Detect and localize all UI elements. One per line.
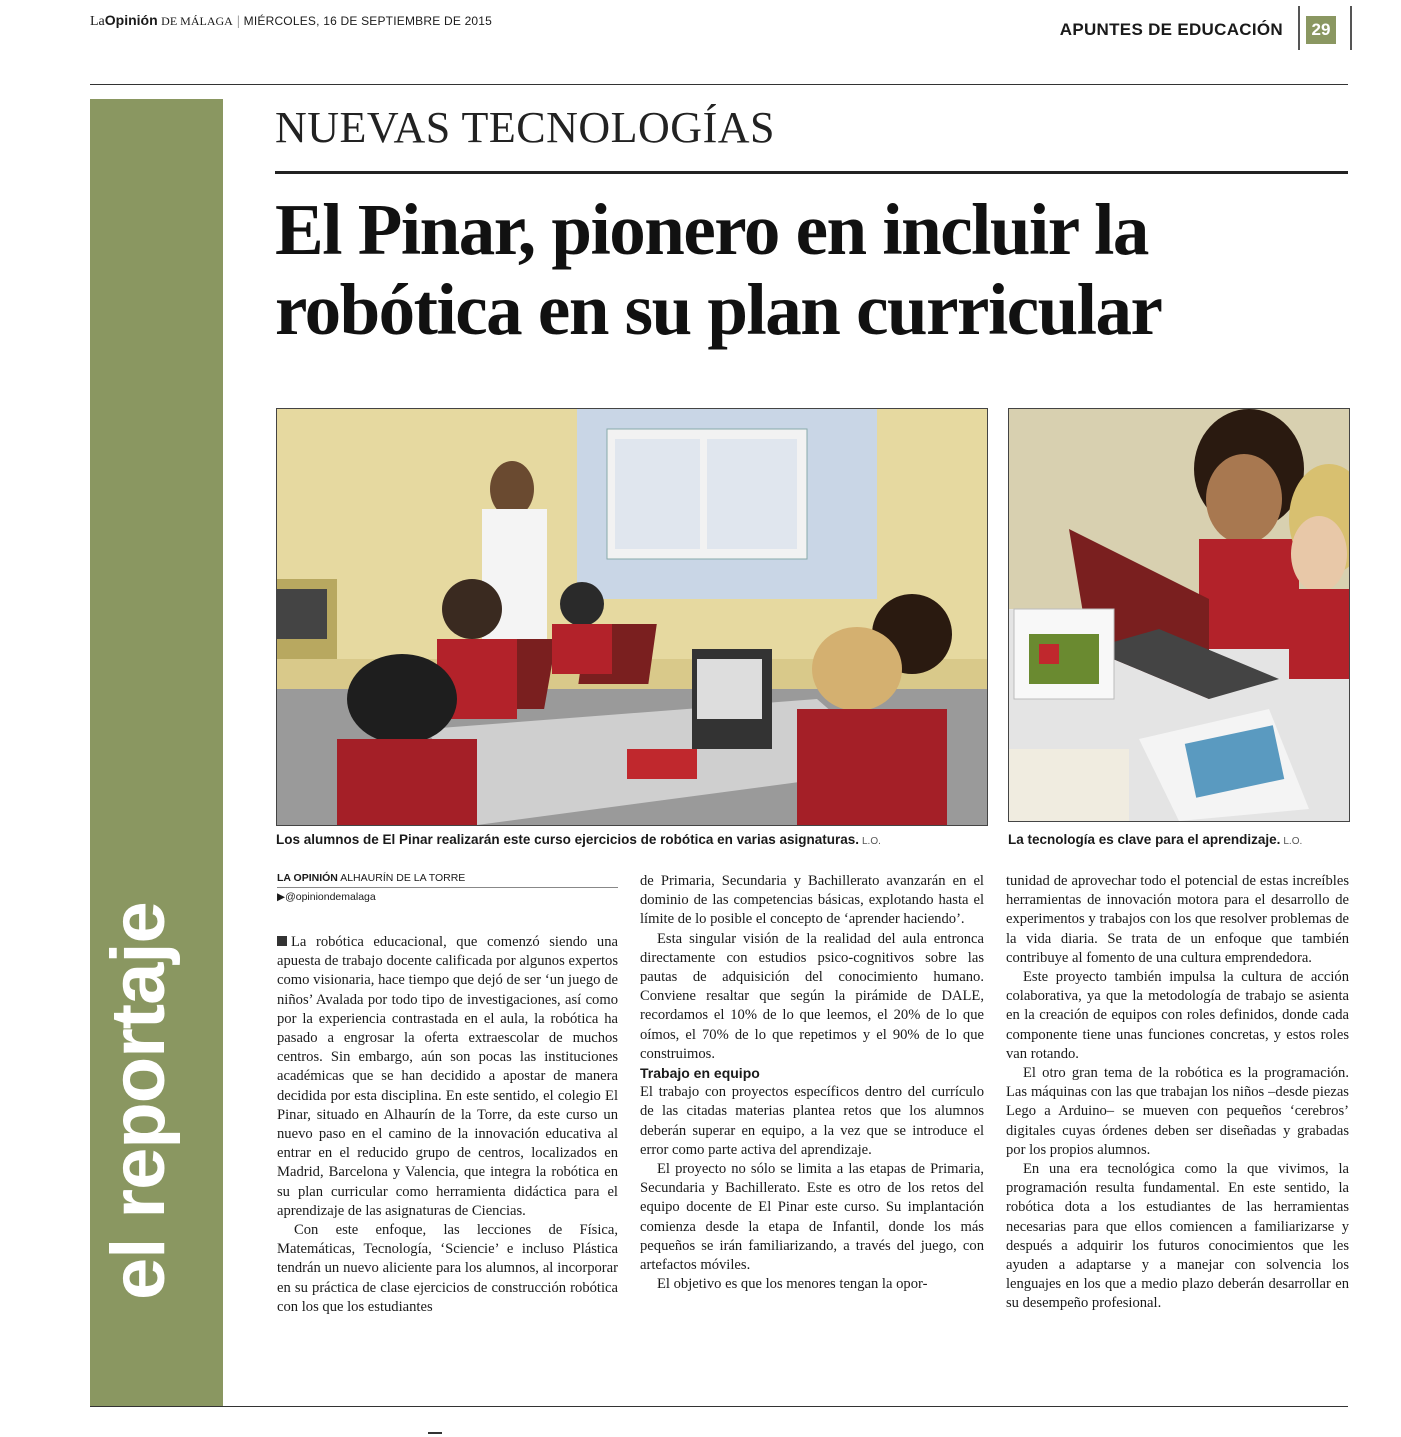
newspaper-brand: LaOpinión DE MÁLAGA bbox=[90, 12, 233, 29]
photo-credit-2: L.O. bbox=[1283, 836, 1303, 847]
issue-date: MIÉRCOLES, 16 DE SEPTIEMBRE DE 2015 bbox=[243, 14, 493, 28]
article-column-2 bbox=[640, 872, 984, 1294]
headline: El Pinar, pionero en incluir la robótica en su plan curricular bbox=[275, 189, 1162, 350]
article-paragraph: El proyecto no sólo se limita a las etapas de Primaria, Secundaria y Bachillerato. Este es otro de los retos del equipo docente de El Pinar este curso. Su implantación comienza desde la etapa de Infantil, donde los más pequeños se irán familiarizando, a través del juego, con artefactos móviles. bbox=[640, 1161, 984, 1274]
footer-rule bbox=[90, 1406, 1348, 1407]
photo-caption-2: La tecnología es clave para el aprendizaje. L.O. bbox=[1008, 832, 1303, 847]
article-paragraph: de Primaria, Secundaria y Bachillerato avanzarán en el dominio de las competencias básicas, explotando hasta el límite de lo posible el concepto de ‘aprender haciendo’. bbox=[640, 873, 984, 928]
article-paragraph: El trabajo con proyectos específicos dentro del currículo de las citadas materias plantea retos que los alumnos deberán superar en equipo, a la vez que se introduce el error como parte activa del aprendizaje. bbox=[640, 1084, 984, 1158]
photo-caption-1: Los alumnos de El Pinar realizarán este curso ejercicios de robótica en varias asignaturas. L.O. bbox=[276, 832, 881, 847]
page-number: 29 bbox=[1306, 16, 1336, 44]
article-paragraph: Este proyecto también impulsa la cultura de acción colaborativa, ya que la metodología de trabajo se asienta en la creación de equipos con roles definidos, donde cada componente tiene unas funciones concretas, y estos roles van rotando. bbox=[1006, 969, 1349, 1062]
masthead bbox=[90, 12, 492, 30]
sideband-label: el reportaje bbox=[96, 902, 181, 1300]
article-paragraph: La robótica educacional, que comenzó siendo una apuesta de trabajo docente calificada por algunos expertos como visionaria, hace tiempo que dejó de ser ‘un juego de niños’ Avalada por todo tipo de investigaciones, así como por la experiencia contrastada en el aula, la robótica ha pasado a engrosar la oferta extraescolar de muchos centros. Sin embargo, aún son pocas las instituciones académicas que se han decidido a apostar de manera decidida por esta disciplina. En este sentido, el colegio El Pinar, situado en Alhaurín de la Torre, da este curso un nuevo paso en el camino de la innovación educativa al entrar en el reducido grupo de centros, localizados en Madrid, Barcelona y Valencia, que integra la robótica en su plan curricular como herramienta didáctica para el aprendizaje de las asignaturas de Ciencias. bbox=[277, 934, 618, 1219]
twitter-handle[interactable]: ▶@opiniondemalaga bbox=[277, 891, 376, 903]
article-paragraph: El objetivo es que los menores tengan la opor- bbox=[657, 1276, 928, 1293]
students-laptop-photo bbox=[1008, 408, 1350, 822]
classroom-scene-illustration bbox=[277, 409, 987, 825]
students-laptop-illustration bbox=[1009, 409, 1349, 821]
classroom-robotics-photo bbox=[276, 408, 988, 826]
article-paragraph: tunidad de aprovechar todo el potencial de estas increíbles herramientas de innovación motora para el desarrollo de experimentos y trabajos con los que resolver problemas de la vida diaria. Se trata de un enfoque que también contribuye al fomento de una cultura emprendedora. bbox=[1006, 873, 1349, 966]
byline-outlet: LA OPINIÓN bbox=[277, 872, 338, 884]
header-rule bbox=[90, 84, 1348, 85]
byline-location: ALHAURÍN DE LA TORRE bbox=[340, 872, 466, 884]
subheading: Trabajo en equipo bbox=[640, 1065, 760, 1082]
article-paragraph: Con este enfoque, las lecciones de Física, Matemáticas, Tecnología, ‘Sciencie’ e incluso Plástica tendrán un nuevo aliciente para los alumnos, al incorporar en su práctica de clase ejercicios de construcción robótica con los que los estudiantes bbox=[277, 1222, 618, 1315]
kicker: NUEVAS TECNOLOGÍAS bbox=[275, 103, 775, 152]
section-label: APUNTES DE EDUCACIÓN bbox=[1059, 20, 1283, 39]
masthead-separator: | bbox=[236, 14, 240, 29]
article-column-3 bbox=[1006, 872, 1349, 1314]
article-paragraph: El otro gran tema de la robótica es la programación. Las máquinas con las que trabajan los niños –desde piezas Lego a Arduino– se mueven con pequeños ‘cerebros’ digitales cuyas órdenes deben ser diseñadas y grabadas por los propios alumnos. bbox=[1006, 1065, 1349, 1158]
article-paragraph: Esta singular visión de la realidad del aula entronca directamente con estudios psico-cognitivos sobre las pautas de adquisición del conocimiento humano. Conviene resaltar que según la pirámide de DALE, recordamos el 10% de lo que leemos, el 20% de lo que oímos, el 70% de lo que repetimos y el 90% de lo que construimos. bbox=[640, 930, 984, 1062]
kicker-rule bbox=[275, 171, 1348, 174]
byline-rule bbox=[277, 887, 618, 888]
byline bbox=[277, 872, 618, 903]
photo-credit-1: L.O. bbox=[862, 836, 881, 847]
article-column-1 bbox=[277, 933, 618, 1317]
lead-square-icon bbox=[277, 936, 287, 946]
footer-mark bbox=[428, 1432, 442, 1434]
article-paragraph: En una era tecnológica como la que vivimos, la programación resulta fundamental. En este sentido, la robótica dota a los estudiantes de las herramientas necesarias para que ellos comiencen a familiarizarse y después a adquirir los futuros conocimientos que les ayuden a adaptarse y a manejar con solvencia los lenguajes en los que a medio plazo deberán desarrollar en su desempeño profesional. bbox=[1006, 1161, 1349, 1312]
